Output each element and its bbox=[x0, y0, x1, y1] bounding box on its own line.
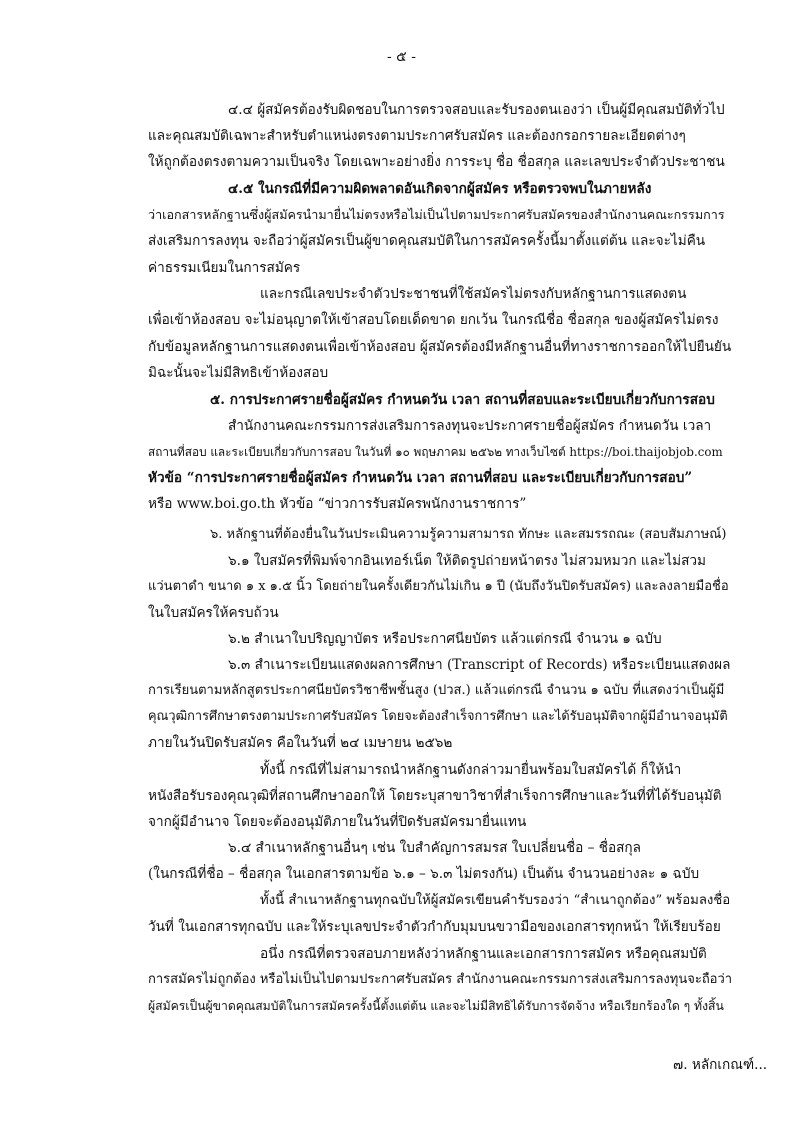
para-4-5-line-2: ว่าเอกสารหลักฐานซึ่งผู้สมัครนำมายื่นไม่ตรงหรือไม่เป็นไปตามประกาศรับสมัครของสำนักงานคณะกรรมการ bbox=[148, 207, 725, 222]
item-6-3-note-line-1: ทั้งนี้ กรณีที่ไม่สามารถนำหลักฐานดังกล่าวมายื่นพร้อมใบสมัครได้ ก็ให้นำ bbox=[260, 762, 682, 778]
page-number: - ๕ - bbox=[387, 49, 416, 65]
item-6-4-line-1: ๖.๔ สำเนาหลักฐานอื่นๆ เช่น ใบสำคัญการสมรส ใบเปลี่ยนชื่อ – ชื่อสกุล bbox=[228, 840, 641, 856]
item-6-1-line-1: ๖.๑ ใบสมัครที่พิมพ์จากอินเทอร์เน็ต ให้ติดรูปถ่ายหน้าตรง ไม่สวมหมวก และไม่สวม bbox=[228, 553, 706, 569]
para-id-line-3: กับข้อมูลหลักฐานการแสดงตนเพื่อเข้าห้องสอบ ผู้สมัครต้องมีหลักฐานอื่นที่ทางราชการออกให้ไปยืนยัน bbox=[148, 339, 732, 355]
item-6-1-line-3: ในใบสมัครให้ครบถ้วน bbox=[148, 605, 279, 621]
section-5-line-3: หัวข้อ “การประกาศรายชื่อผู้สมัคร กำหนดวัน เวลา สถานที่สอบ และระเบียบเกี่ยวกับการสอบ” bbox=[148, 470, 693, 486]
para-id-line-2: เพื่อเข้าห้องสอบ จะไม่อนุญาตให้เข้าสอบโดยเด็ดขาด ยกเว้น ในกรณีชื่อ ชื่อสกุล ของผู้สมัครไม่ตรง bbox=[148, 312, 719, 328]
para-id-line-1: และกรณีเลขประจำตัวประชาชนที่ใช้สมัครไม่ตรงกับหลักฐานการแสดงตน bbox=[260, 286, 687, 302]
item-6-3-line-2: การเรียนตามหลักสูตรประกาศนียบัตรวิชาชีพชั้นสูง (ปวส.) แล้วแต่กรณี จำนวน ๑ ฉบับ ที่แสดงว่าเป็นผู้มี bbox=[148, 683, 725, 698]
para-4-5-line-1: ๔.๕ ในกรณีที่มีความผิดพลาดอันเกิดจากผู้สมัคร หรือตรวจพบในภายหลัง bbox=[228, 181, 652, 197]
item-6-3-note-line-2: หนังสือรับรองคุณวุฒิที่สถานศึกษาออกให้ โดยระบุสาขาวิชาที่สำเร็จการศึกษาและวันที่ที่ได้รับอนุมัติ bbox=[148, 788, 722, 804]
para-4-4-line-3: ให้ถูกต้องตรงตามความเป็นจริง โดยเฉพาะอย่างยิ่ง การระบุ ชื่อ ชื่อสกุล และเลขประจำตัวประชาชน bbox=[148, 154, 725, 170]
para-id-line-4: มิฉะนั้นจะไม่มีสิทธิเข้าห้องสอบ bbox=[148, 365, 329, 381]
para-4-5-line-4: ค่าธรรมเนียมในการสมัคร bbox=[148, 260, 301, 276]
para-4-5-line-3: ส่งเสริมการลงทุน จะถือว่าผู้สมัครเป็นผู้ขาดคุณสมบัติในการสมัครครั้งนี้มาตั้งแต่ต้น และจะไม่คืน bbox=[148, 233, 706, 249]
section-5-line-4: หรือ www.boi.go.th หัวข้อ “ข่าวการรับสมัครพนักงานราชการ” bbox=[148, 496, 527, 512]
item-6-3-note-line-3: จากผู้มีอำนาจ โดยจะต้องอนุมัติภายในวันที่ปิดรับสมัครมายื่นแทน bbox=[148, 814, 527, 830]
item-6-3-line-3: คุณวุฒิการศึกษาตรงตามประกาศรับสมัคร โดยจะต้องสำเร็จการศึกษา และได้รับอนุมัติจากผู้มีอำนาจอนุมัติ bbox=[148, 709, 728, 724]
item-6-3-line-1: ๖.๓ สำเนาระเบียนแสดงผลการศึกษา (Transcript of Records) หรือระเบียนแสดงผล bbox=[228, 657, 731, 673]
section-5-line-1: สำนักงานคณะกรรมการส่งเสริมการลงทุนจะประกาศรายชื่อผู้สมัคร กำหนดวัน เวลา bbox=[228, 418, 712, 434]
certify-line-1: ทั้งนี้ สำเนาหลักฐานทุกฉบับให้ผู้สมัครเขียนคำรับรองว่า “สำเนาถูกต้อง” พร้อมลงชื่อ bbox=[260, 893, 731, 908]
para-4-4-line-2: และคุณสมบัติเฉพาะสำหรับตำแหน่งตรงตามประกาศรับสมัคร และต้องกรอกรายละเอียดต่างๆ bbox=[148, 128, 686, 144]
section-6-heading: ๖. หลักฐานที่ต้องยื่นในวันประเมินความรู้ความสามารถ ทักษะ และสมรรถณะ (สอบสัมภาษณ์) bbox=[210, 527, 727, 542]
section-5-heading: ๕. การประกาศรายชื่อผู้สมัคร กำหนดวัน เวลา สถานที่สอบและระเบียบเกี่ยวกับการสอบ bbox=[210, 392, 715, 408]
item-6-1-line-2: แว่นตาดำ ขนาด ๑ x ๑.๕ นิ้ว โดยถ่ายในครั้งเดียวกันไม่เกิน ๑ ปี (นับถึงวันปิดรับสมัคร) และลงลายมือชื่อ bbox=[148, 579, 729, 594]
item-6-3-line-4: ภายในวันปิดรับสมัคร คือในวันที่ ๒๔ เมษายน ๒๕๖๒ bbox=[148, 735, 453, 751]
para-4-4-line-1: ๔.๔ ผู้สมัครต้องรับผิดชอบในการตรวจสอบและรับรองตนเองว่า เป็นผู้มีคุณสมบัติทั่วไป bbox=[228, 102, 725, 118]
note-line-2: การสมัครไม่ถูกต้อง หรือไม่เป็นไปตามประกาศรับสมัคร สำนักงานคณะกรรมการส่งเสริมการลงทุนจะถือว่า bbox=[148, 972, 733, 987]
note-line-1: อนึ่ง กรณีที่ตรวจสอบภายหลังว่าหลักฐานและเอกสารการสมัคร หรือคุณสมบัติ bbox=[260, 946, 707, 962]
certify-line-2: วันที่ ในเอกสารทุกฉบับ และให้ระบุเลขประจำตัวกำกับมุมบนขวามือของเอกสารทุกหน้า ให้เรียบร้อย bbox=[148, 919, 721, 935]
item-6-4-line-2: (ในกรณีที่ชื่อ – ชื่อสกุล ในเอกสารตามข้อ ๖.๑ – ๖.๓ ไม่ตรงกัน) เป็นต้น จำนวนอย่างละ ๑ ฉบับ bbox=[148, 866, 700, 882]
item-6-2: ๖.๒ สำเนาใบปริญญาบัตร หรือประกาศนียบัตร แล้วแต่กรณี จำนวน ๑ ฉบับ bbox=[228, 631, 662, 647]
note-line-3: ผู้สมัครเป็นผู้ขาดคุณสมบัติในการสมัครครั้งนี้ตั้งแต่ต้น และจะไม่มีสิทธิได้รับการจัดจ้าง หรือเรียกร้องใด ๆ ทั้งสิ้น bbox=[148, 999, 724, 1013]
section-5-line-2: สถานที่สอบ และระเบียบเกี่ยวกับการสอบ ในวันที่ ๑๐ พฤษภาคม ๒๕๖๒ ทางเว็บไซต์ https://boi.thaijobjob.com bbox=[148, 445, 723, 459]
continuation-footer: ๗. หลักเกณฑ์... bbox=[673, 1057, 768, 1073]
